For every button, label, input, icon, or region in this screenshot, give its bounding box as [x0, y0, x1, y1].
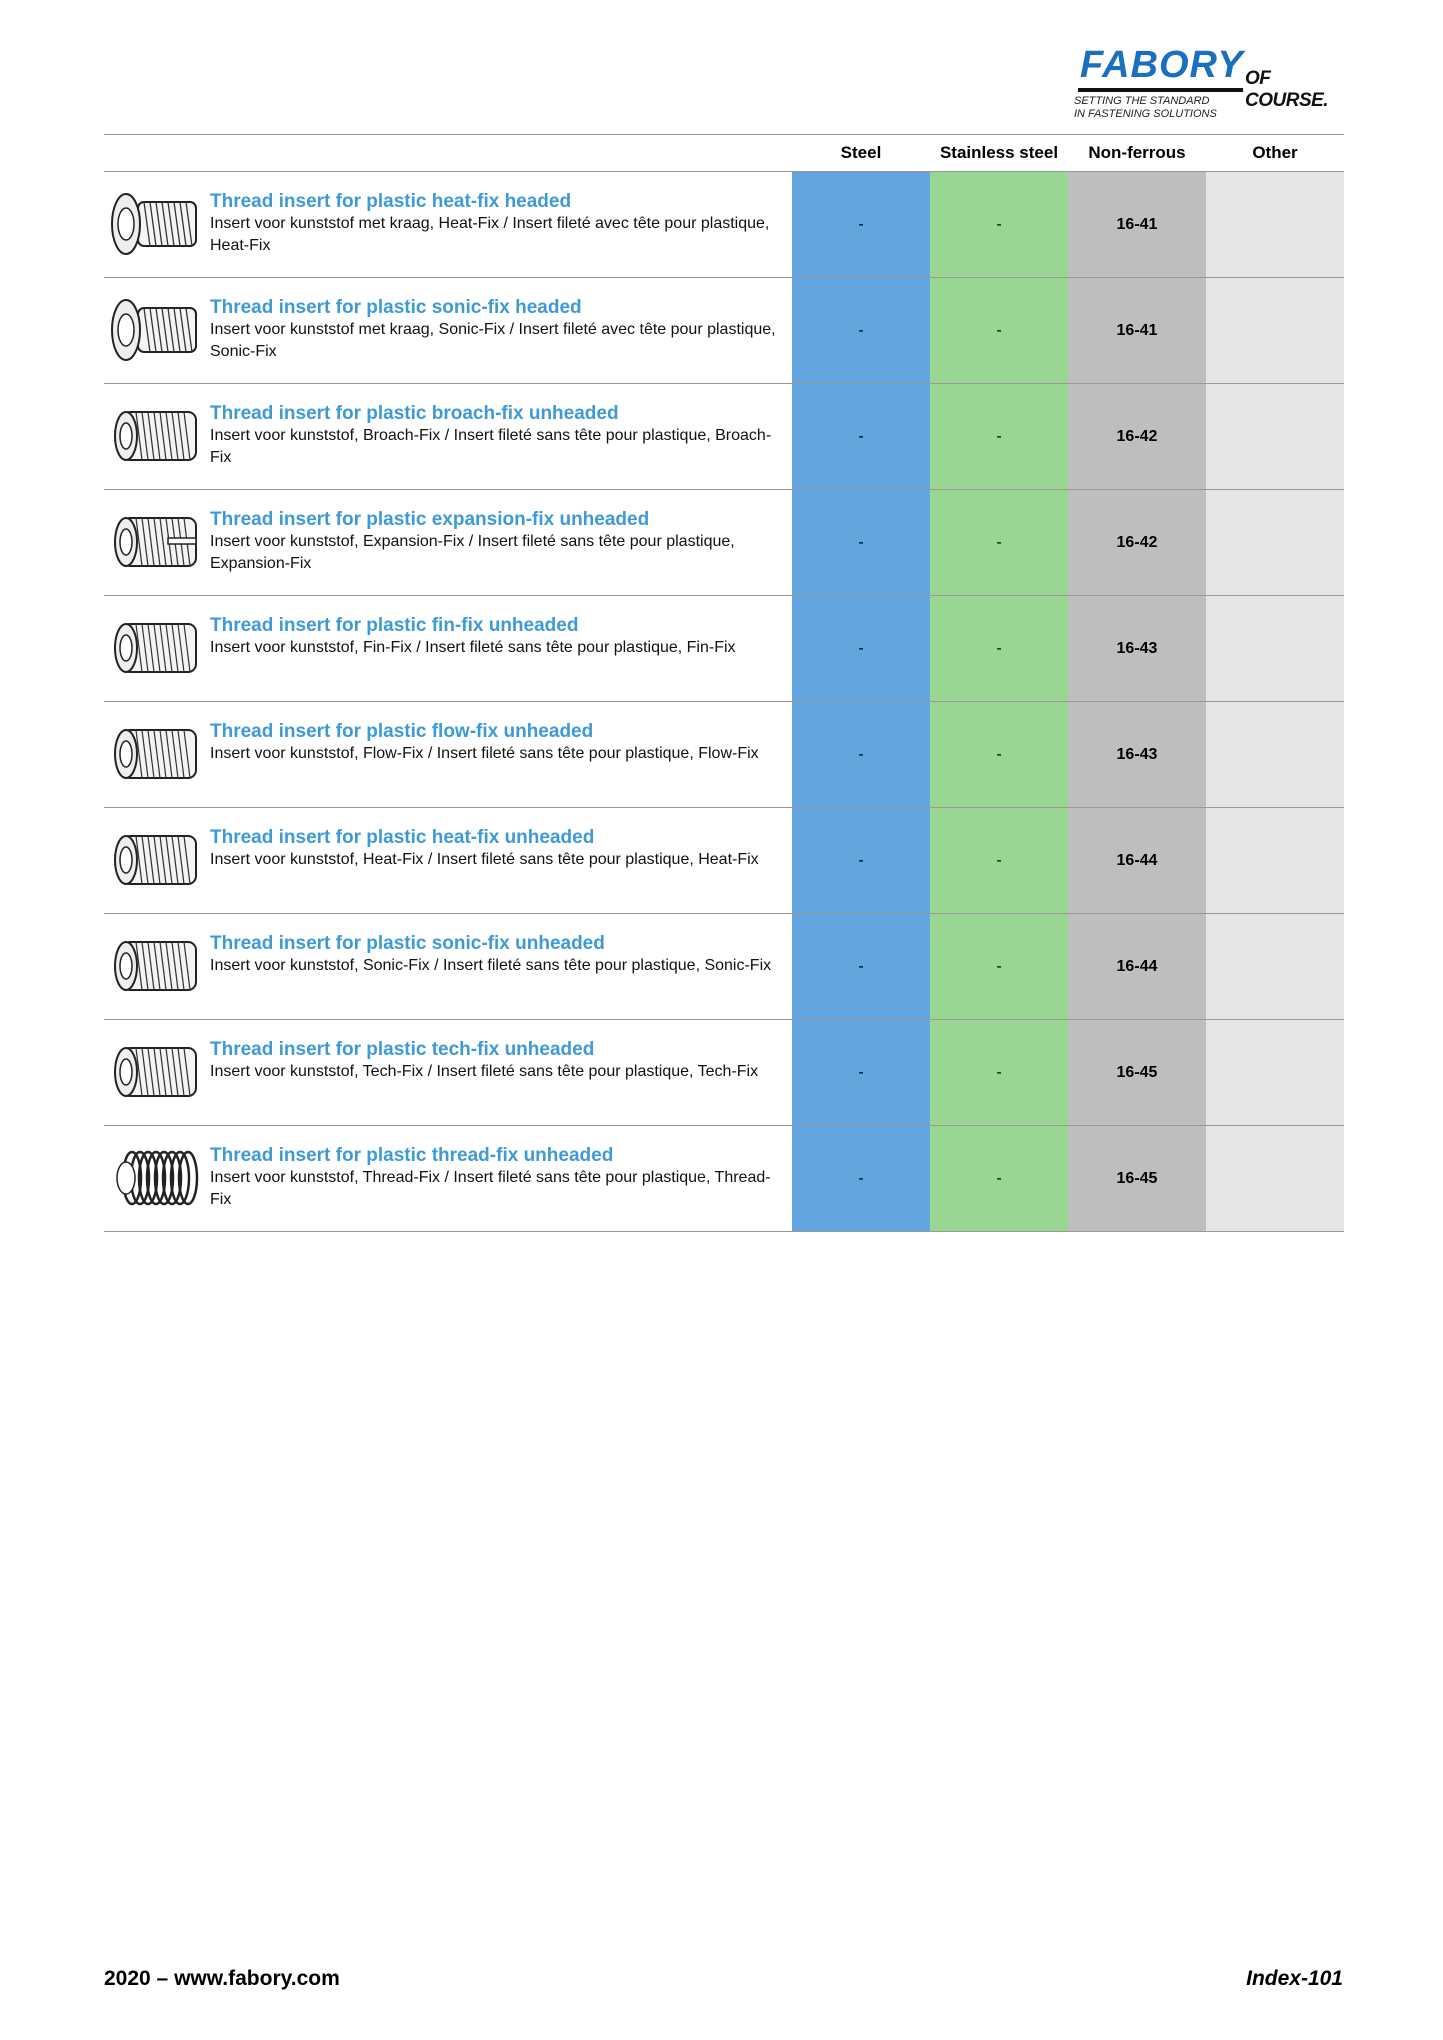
product-text — [210, 1144, 790, 1211]
expansion-insert-icon — [108, 508, 202, 576]
product-description: Insert voor kunststof, Broach-Fix / Insert fileté sans tête pour plastique, Broach-Fix — [210, 427, 772, 466]
other-cell — [1206, 1126, 1344, 1231]
stainless-steel-cell: - — [930, 1020, 1068, 1125]
stainless-steel-cell: - — [930, 596, 1068, 701]
product-description: Insert voor kunststof, Fin-Fix / Insert fileté sans tête pour plastique, Fin-Fix — [210, 639, 736, 656]
headed-insert-icon — [108, 296, 202, 364]
product-description: Insert voor kunststof, Thread-Fix / Insert fileté sans tête pour plastique, Thread-Fix — [210, 1169, 771, 1208]
non-ferrous-cell[interactable]: 16-43 — [1068, 596, 1206, 701]
footer-page-number: Index-101 — [1246, 1967, 1343, 1990]
product-description: Insert voor kunststof met kraag, Sonic-Fix / Insert fileté avec tête pour plastique, Sonic-Fix — [210, 321, 776, 360]
steel-cell: - — [792, 808, 930, 913]
product-title[interactable]: Thread insert for plastic sonic-fix headed — [210, 297, 582, 318]
product-title[interactable]: Thread insert for plastic thread-fix unheaded — [210, 1145, 614, 1166]
logo-tagline-line-2: IN FASTENING SOLUTIONS — [1074, 108, 1217, 120]
non-ferrous-cell[interactable]: 16-45 — [1068, 1020, 1206, 1125]
steel-cell: - — [792, 490, 930, 595]
product-title[interactable]: Thread insert for plastic expansion-fix unheaded — [210, 509, 650, 530]
other-cell — [1206, 172, 1344, 277]
other-cell — [1206, 914, 1344, 1019]
product-text — [210, 508, 790, 575]
product-title[interactable]: Thread insert for plastic broach-fix unheaded — [210, 403, 619, 424]
table-row — [104, 1020, 1344, 1126]
logo-of-course: OF COURSE. — [1245, 68, 1329, 111]
product-title[interactable]: Thread insert for plastic fin-fix unheaded — [210, 615, 579, 636]
product-description: Insert voor kunststof met kraag, Heat-Fix / Insert fileté avec tête pour plastique, Heat-Fix — [210, 215, 770, 254]
product-text — [210, 720, 790, 765]
non-ferrous-cell[interactable]: 16-42 — [1068, 384, 1206, 489]
stainless-steel-cell: - — [930, 278, 1068, 383]
stainless-steel-cell: - — [930, 384, 1068, 489]
unheaded-insert-icon — [108, 720, 202, 788]
table-row — [104, 384, 1344, 490]
logo-tagline — [1074, 95, 1217, 121]
table-row — [104, 490, 1344, 596]
stainless-steel-cell: - — [930, 490, 1068, 595]
logo-underline — [1078, 88, 1243, 92]
table-row — [104, 808, 1344, 914]
non-ferrous-cell[interactable]: 16-41 — [1068, 278, 1206, 383]
steel-cell: - — [792, 384, 930, 489]
table-body — [104, 172, 1344, 1232]
logo-tagline-line-1: SETTING THE STANDARD — [1074, 95, 1210, 107]
table-row — [104, 172, 1344, 278]
logo-wordmark: FABORY — [1080, 44, 1244, 86]
product-title[interactable]: Thread insert for plastic flow-fix unheaded — [210, 721, 594, 742]
product-text — [210, 826, 790, 871]
footer-year-website: 2020 – www.fabory.com — [104, 1967, 340, 1990]
other-cell — [1206, 702, 1344, 807]
headed-insert-icon — [108, 190, 202, 258]
other-cell — [1206, 490, 1344, 595]
product-title[interactable]: Thread insert for plastic heat-fix headed — [210, 191, 572, 212]
unheaded-insert-icon — [108, 614, 202, 682]
unheaded-insert-icon — [108, 1038, 202, 1106]
product-description: Insert voor kunststof, Tech-Fix / Insert fileté sans tête pour plastique, Tech-Fix — [210, 1063, 759, 1080]
steel-cell: - — [792, 172, 930, 277]
product-text — [210, 1038, 790, 1083]
header-other: Other — [1252, 143, 1298, 162]
table-row — [104, 914, 1344, 1020]
stainless-steel-cell: - — [930, 914, 1068, 1019]
product-text — [210, 190, 790, 257]
product-text — [210, 932, 790, 977]
non-ferrous-cell[interactable]: 16-44 — [1068, 914, 1206, 1019]
steel-cell: - — [792, 1126, 930, 1231]
stainless-steel-cell: - — [930, 702, 1068, 807]
other-cell — [1206, 596, 1344, 701]
non-ferrous-cell[interactable]: 16-43 — [1068, 702, 1206, 807]
product-title[interactable]: Thread insert for plastic heat-fix unheaded — [210, 827, 595, 848]
header-non-ferrous: Non-ferrous — [1088, 143, 1186, 162]
table-row — [104, 278, 1344, 384]
stainless-steel-cell: - — [930, 172, 1068, 277]
unheaded-insert-icon — [108, 826, 202, 894]
product-title[interactable]: Thread insert for plastic tech-fix unheaded — [210, 1039, 595, 1060]
non-ferrous-cell[interactable]: 16-41 — [1068, 172, 1206, 277]
steel-cell: - — [792, 702, 930, 807]
unheaded-insert-icon — [108, 402, 202, 470]
steel-cell: - — [792, 1020, 930, 1125]
non-ferrous-cell[interactable]: 16-45 — [1068, 1126, 1206, 1231]
stainless-steel-cell: - — [930, 808, 1068, 913]
product-description: Insert voor kunststof, Expansion-Fix / Insert fileté sans tête pour plastique, Expansion-Fix — [210, 533, 735, 572]
product-index-table — [104, 134, 1344, 1232]
table-row — [104, 702, 1344, 808]
other-cell — [1206, 808, 1344, 913]
product-text — [210, 296, 790, 363]
product-text — [210, 614, 790, 659]
stainless-steel-cell: - — [930, 1126, 1068, 1231]
product-text — [210, 402, 790, 469]
table-row — [104, 596, 1344, 702]
product-description: Insert voor kunststof, Flow-Fix / Insert fileté sans tête pour plastique, Flow-Fix — [210, 745, 759, 762]
steel-cell: - — [792, 914, 930, 1019]
fabory-logo — [1060, 44, 1350, 124]
steel-cell: - — [792, 278, 930, 383]
other-cell — [1206, 384, 1344, 489]
other-cell — [1206, 1020, 1344, 1125]
product-description: Insert voor kunststof, Heat-Fix / Insert fileté sans tête pour plastique, Heat-Fix — [210, 851, 759, 868]
table-row — [104, 1126, 1344, 1232]
other-cell — [1206, 278, 1344, 383]
coil-insert-icon — [108, 1144, 202, 1212]
non-ferrous-cell[interactable]: 16-44 — [1068, 808, 1206, 913]
unheaded-insert-icon — [108, 932, 202, 1000]
product-description: Insert voor kunststof, Sonic-Fix / Insert fileté sans tête pour plastique, Sonic-Fix — [210, 957, 772, 974]
header-steel: Steel — [840, 143, 882, 162]
table-header — [104, 134, 1344, 172]
non-ferrous-cell[interactable]: 16-42 — [1068, 490, 1206, 595]
header-stainless-steel: Stainless steel — [939, 143, 1059, 162]
steel-cell: - — [792, 596, 930, 701]
product-title[interactable]: Thread insert for plastic sonic-fix unheaded — [210, 933, 605, 954]
